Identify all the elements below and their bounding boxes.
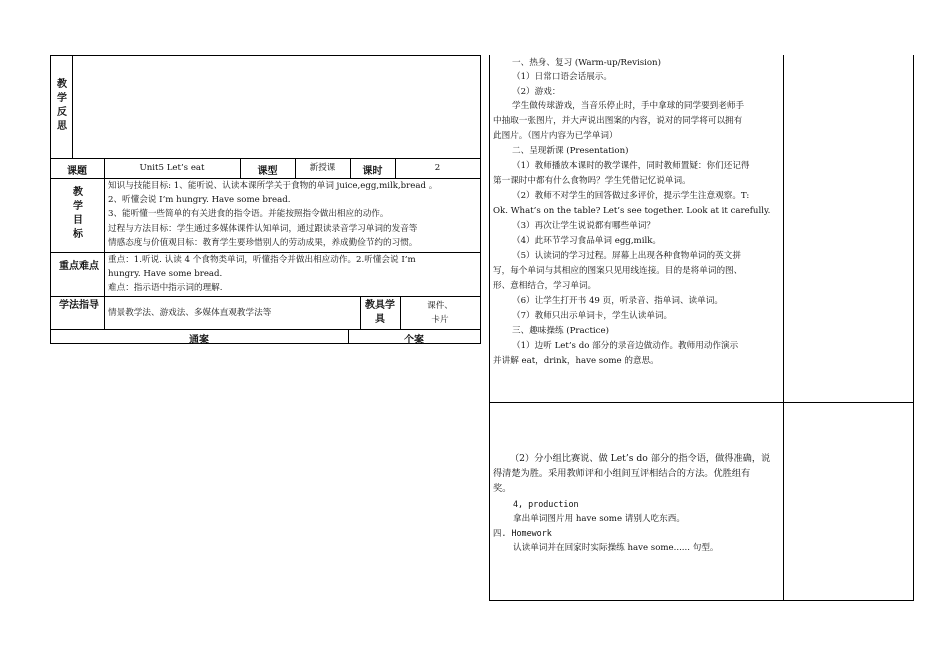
process-line: 得清楚为胜。采用教师评和小组间互评相结合的方法。优胜组有 xyxy=(493,468,751,479)
keypoint-line: hungry. Have some bread. xyxy=(108,269,223,279)
process-line: 学生做传球游戏，当音乐停止时，手中拿球的同学要到老师手 xyxy=(512,101,745,111)
tools-value: 卡片 xyxy=(431,315,449,325)
process-line: 4, production xyxy=(513,499,579,509)
topic-label: 课题 xyxy=(67,166,87,177)
process-line: 三、趣味操练 (Practice) xyxy=(512,326,609,336)
process-line: （2）分小组比赛说、做 Let’s do 部分的指令语，做得准确，说 xyxy=(510,453,771,464)
keypoint-line: 难点：指示语中指示词的理解. xyxy=(108,283,223,293)
tools-label: 教具学具 xyxy=(365,300,395,325)
process-line: （5）认读词的学习过程。屏幕上出现各种食物单词的英文拼 xyxy=(512,251,741,261)
process-line: 形、意相结合，学习单词。 xyxy=(493,281,597,291)
objective-line: 3、能听懂一些简单的有关进食的指令语。并能按照指令做出相应的动作。 xyxy=(108,209,389,219)
objective-line: 知识与技能目标: 1、能听说、认读本课所学关于食物的单词 juice,egg,milk,bread 。 xyxy=(108,181,438,191)
process-line: Ok. What’s on the table? Let’s see together. Look at it carefully. xyxy=(493,206,771,216)
keypoint-line: 重点：1.听说. 认读 4 个食物类单词，听懂指令并做出相应动作。2.听懂会说 I’m xyxy=(108,255,416,265)
method-label: 学法指导 xyxy=(59,300,99,311)
process-line: 四. Homework xyxy=(493,528,552,538)
process-line: 中抽取一张图片，并大声说出图案的内容，说对的同学将可以拥有 xyxy=(493,116,743,126)
keypoints-label: 重点难点 xyxy=(59,261,99,272)
process-line: （7）教师只出示单词卡，学生认读单词。 xyxy=(512,311,673,321)
process-line: 第一课时中都有什么食物吗？学生凭借记忆说单词。 xyxy=(493,176,691,186)
reflection-label: 教学反思 xyxy=(57,79,67,132)
objective-line: 情感态度与价值观目标：教育学生要珍惜别人的劳动成果，养成勤俭节约的习惯。 xyxy=(108,238,418,248)
process-line: （2）教师不对学生的回答做过多评价，提示学生注意观察。T: xyxy=(512,191,750,201)
process-line: 奖。 xyxy=(493,483,512,494)
period-label: 课时 xyxy=(362,166,383,177)
lesson-type-value: 新授课 xyxy=(309,163,336,173)
process-line: 二、呈现新课 (Presentation) xyxy=(512,146,629,156)
tools-value: 课件、 xyxy=(427,301,453,311)
objective-line: 2、听懂会说 I’m hungry. Have some bread. xyxy=(108,195,291,205)
process-line: （2）游戏： xyxy=(512,87,561,97)
process-line: （1）日常口语会话展示。 xyxy=(512,72,612,82)
process-line: 拿出单词图片用 have some 请别人吃东西。 xyxy=(513,514,685,524)
process-line: 写，每个单词与其相应的图案只见用线连接。目的是将单词的图、 xyxy=(493,266,743,276)
individual-plan-label: 个案 xyxy=(404,335,424,346)
common-plan-label: 通案 xyxy=(189,335,209,346)
process-line: 此图片。（图片内容为已学单词） xyxy=(493,131,618,141)
method-value: 情景教学法、游戏法、多媒体直观教学法等 xyxy=(108,308,272,318)
process-line: 一、热身、复习 (Warm-up/Revision) xyxy=(512,58,661,68)
topic-value: Unit5 Let’s eat xyxy=(139,163,205,173)
process-line: 并讲解 eat，drink，have some 的意思。 xyxy=(493,356,659,366)
process-line: （4）此环节学习食品单词 egg,milk。 xyxy=(512,236,661,246)
process-line: （6）让学生打开书 49 页，听录音、指单词、读单词。 xyxy=(512,296,723,306)
process-line: 认读单词并在回家时实际操练 have some...... 句型。 xyxy=(513,543,719,553)
lesson-type-label: 课型 xyxy=(257,166,278,177)
objective-line: 过程与方法目标：学生通过多媒体课件认知单词，通过跟读录音学习单词的发音等 xyxy=(108,224,418,234)
process-line: （1）边听 Let’s do 部分的录音边做动作。教师用动作演示 xyxy=(512,341,739,351)
process-line: （1）教师播放本课时的教学课件，同时教师置疑：你们还记得 xyxy=(512,161,750,171)
objectives-label: 教学目标 xyxy=(73,187,83,240)
period-value: 2 xyxy=(434,163,441,173)
process-line: （3）再次让学生说说都有哪些单词？ xyxy=(512,221,655,231)
